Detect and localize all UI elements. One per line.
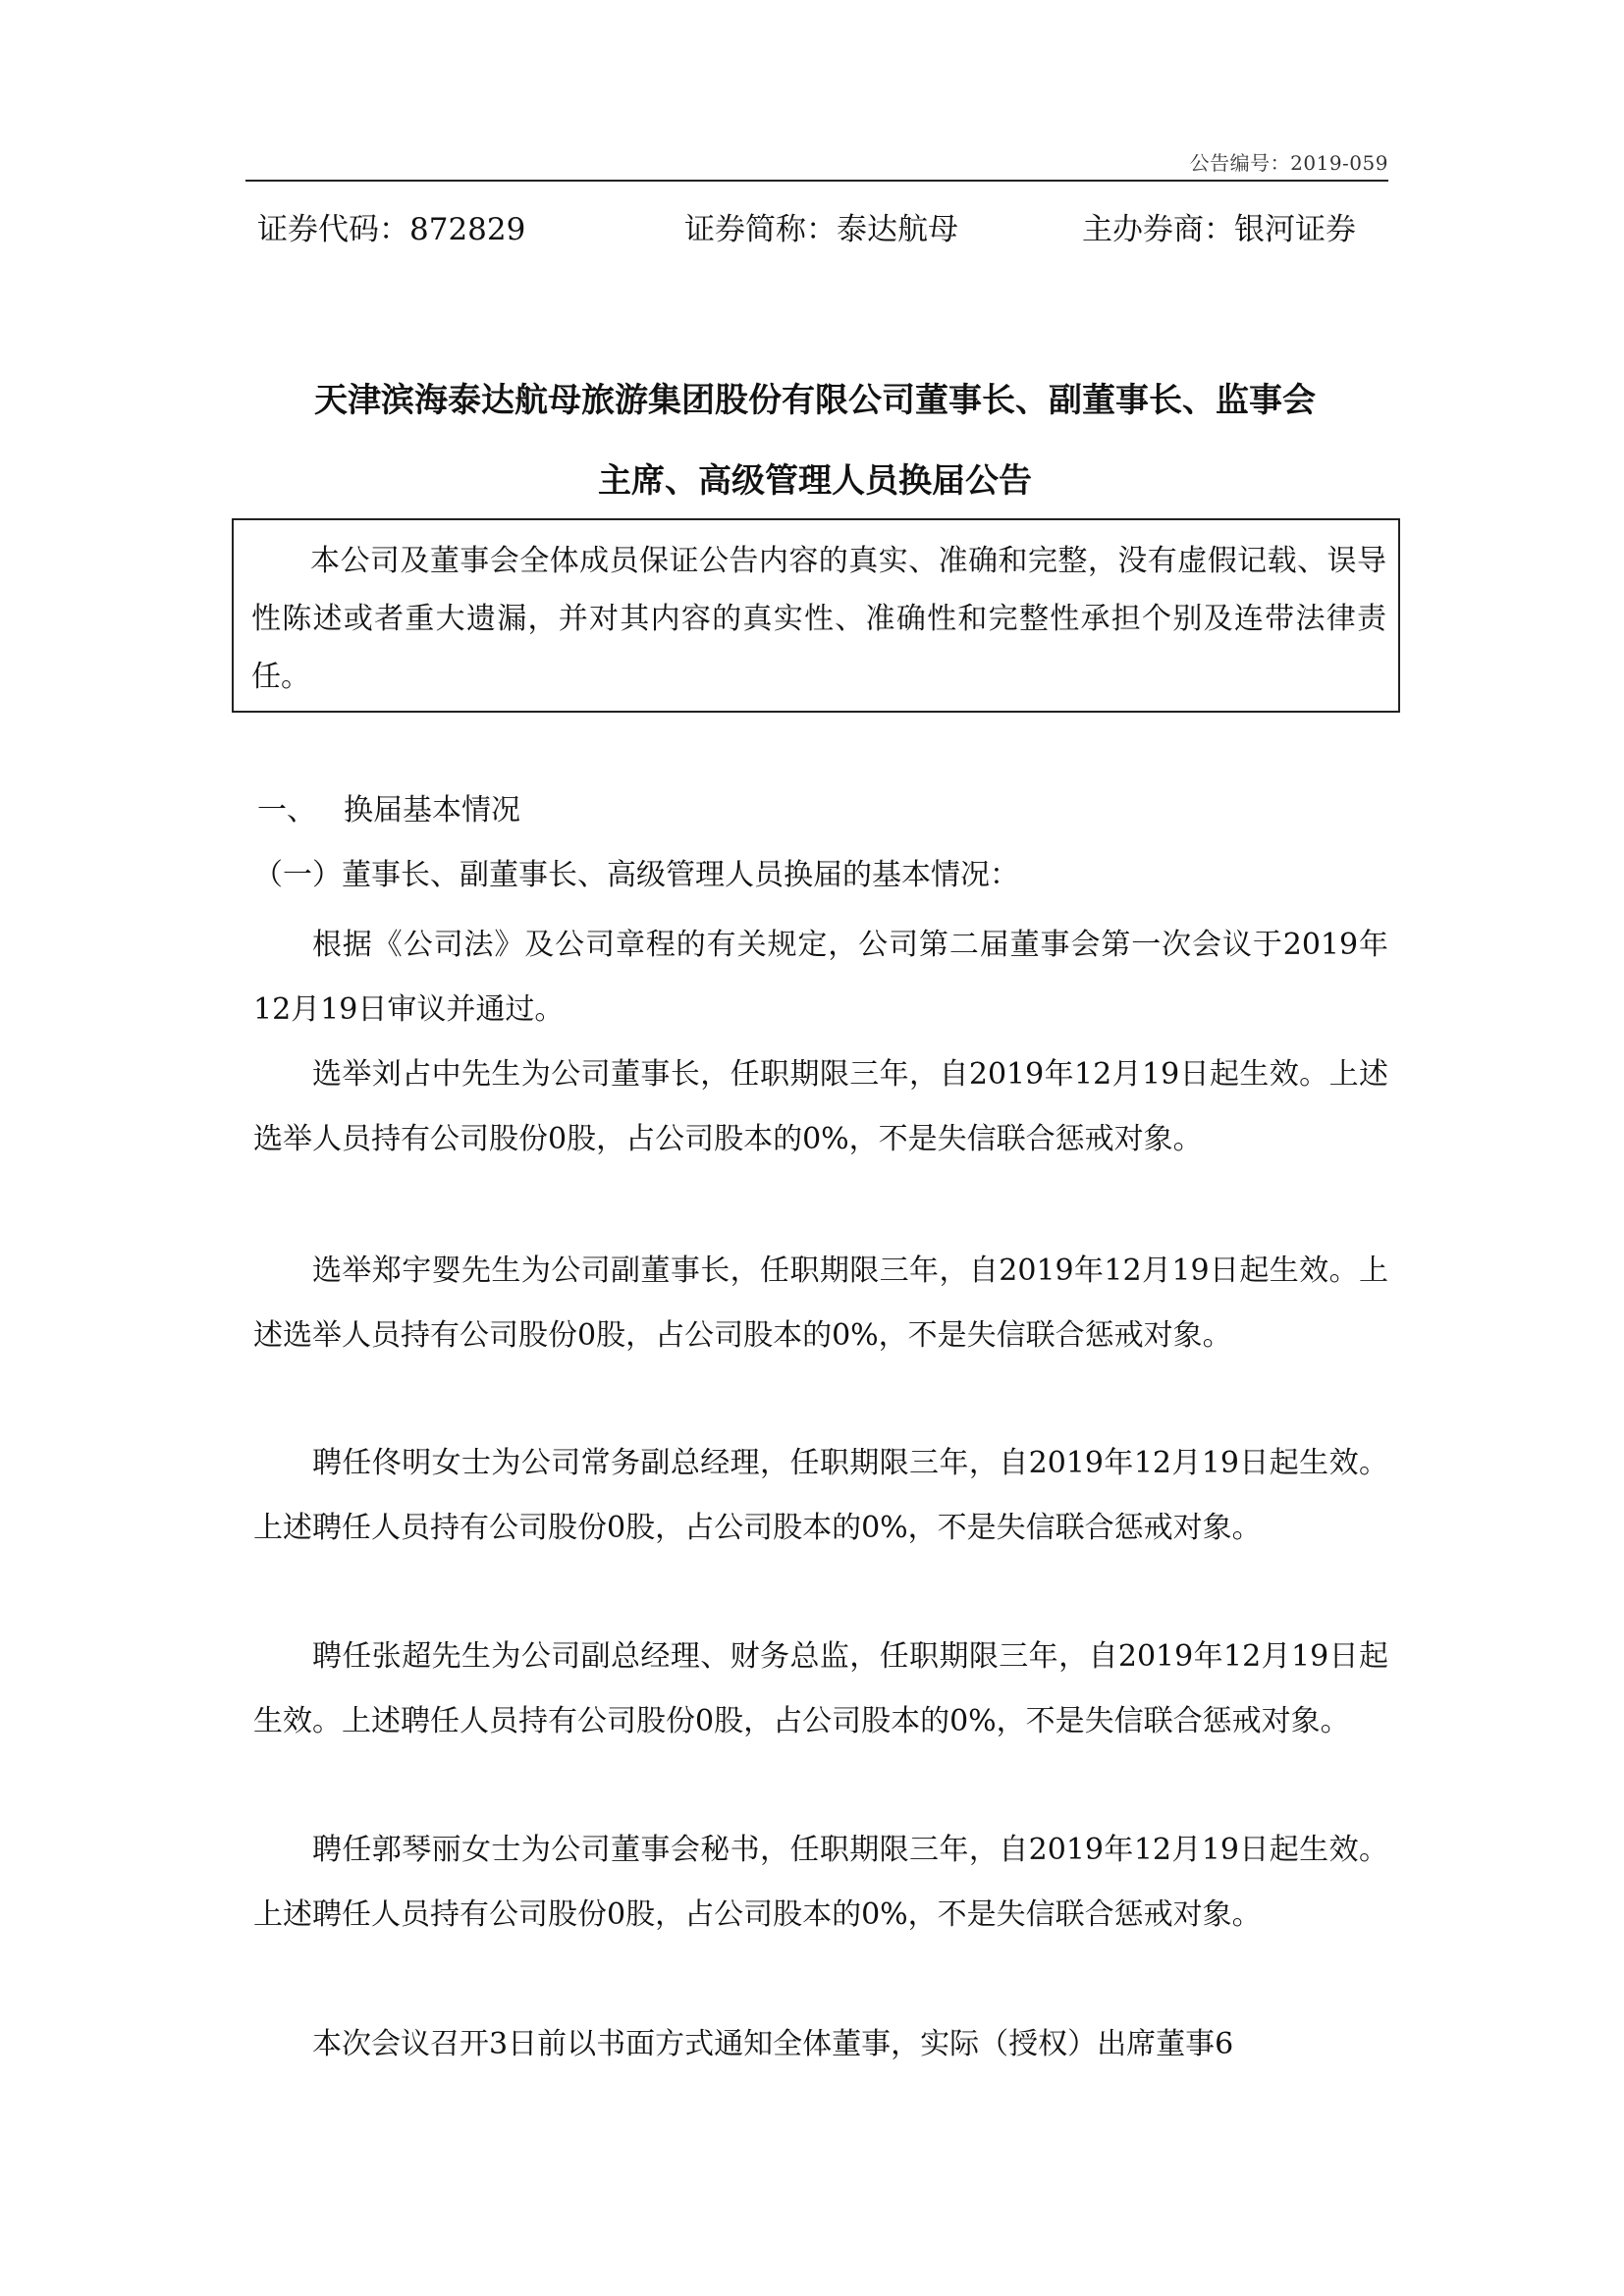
- document-title-line-1: 天津滨海泰达航母旅游集团股份有限公司董事长、副董事长、监事会: [314, 381, 1316, 420]
- section-heading: [257, 785, 520, 828]
- subsection-heading: （一）董事长、副董事长、高级管理人员换届的基本情况：: [253, 858, 1019, 892]
- paragraph-text: 聘任佟明女士为公司常务副总经理，任职期限三年，自2019年12月19日起生效。上述聘任人员持有公司股份0股，占公司股本的0%，不是失信联合惩戒对象。: [253, 1446, 1388, 1545]
- disclaimer-text: 本公司及董事会全体成员保证公告内容的真实、准确和完整，没有虚假记载、误导性陈述或者重大遗漏，并对其内容的真实性、准确性和完整性承担个别及连带法律责任。: [251, 544, 1386, 694]
- paragraph-4: [253, 1431, 1388, 1560]
- sponsor-broker: 主办券商：银河证券: [1082, 212, 1356, 247]
- securities-code: 证券代码：872829: [257, 212, 526, 247]
- paragraph-5: [253, 1625, 1388, 1753]
- paragraph-3: [253, 1239, 1388, 1367]
- securities-abbreviation: 证券简称：泰达航母: [684, 212, 958, 247]
- securities-info-row: [257, 204, 1386, 251]
- paragraph-7: [253, 2012, 1388, 2077]
- paragraph-text: 聘任张超先生为公司副总经理、财务总监，任职期限三年，自2019年12月19日起生效。上述聘任人员持有公司股份0股，占公司股本的0%，不是失信联合惩戒对象。: [253, 1639, 1388, 1738]
- paragraph-text: 选举郑宇婴先生为公司副董事长，任职期限三年，自2019年12月19日起生效。上述选举人员持有公司股份0股，占公司股本的0%，不是失信联合惩戒对象。: [253, 1254, 1388, 1353]
- paragraph-6: [253, 1818, 1388, 1947]
- paragraph-1: [253, 913, 1388, 1041]
- paragraph-2: [253, 1042, 1388, 1171]
- paragraph-text: 聘任郭琴丽女士为公司董事会秘书，任职期限三年，自2019年12月19日起生效。上述聘任人员持有公司股份0股，占公司股本的0%，不是失信联合惩戒对象。: [253, 1833, 1388, 1932]
- section-title: 换届基本情况: [344, 793, 520, 828]
- announcement-number: 公告编号：2019-059: [1189, 151, 1388, 175]
- paragraph-text: 本次会议召开3日前以书面方式通知全体董事，实际（授权）出席董事6: [312, 2027, 1234, 2061]
- section-number: 一、: [257, 793, 316, 828]
- header-divider: [245, 180, 1388, 182]
- paragraph-text: 选举刘占中先生为公司董事长，任职期限三年，自2019年12月19日起生效。上述选举人员持有公司股份0股，占公司股本的0%，不是失信联合惩戒对象。: [253, 1057, 1388, 1156]
- document-title-line-2: 主席、高级管理人员换届公告: [598, 461, 1032, 501]
- paragraph-text: 根据《公司法》及公司章程的有关规定，公司第二届董事会第一次会议于2019年12月19日审议并通过。: [253, 928, 1388, 1027]
- disclaimer-box: [232, 518, 1400, 713]
